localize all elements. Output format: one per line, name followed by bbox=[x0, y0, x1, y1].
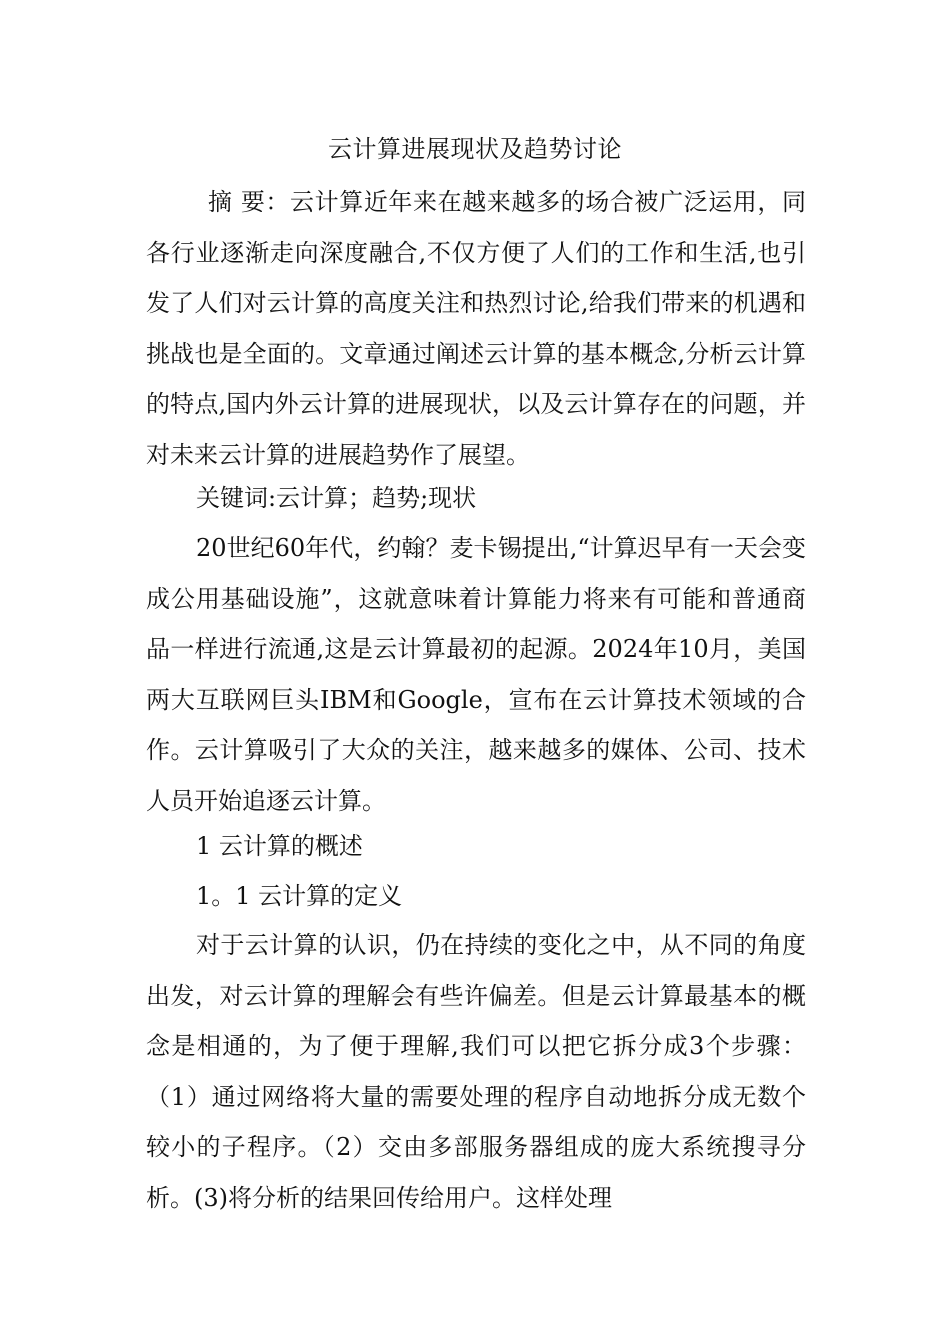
abstract-paragraph: 摘 要：云计算近年来在越来越多的场合被广泛运用，同各行业逐渐走向深度融合,不仅方便了人们的工作和生活,也引发了人们对云计算的高度关注和热烈讨论,给我们带来的机遇和挑战也是全面的。文章通过阐述云计算的基本概念,分析云计算的特点,国内外云计算的进展现状，以及云计算存在的问题，并对未来云计算的进展趋势作了展望。 bbox=[146, 188, 806, 469]
keywords-line: 关键词:云计算；趋势;现状 bbox=[196, 484, 477, 512]
document-title: 云计算进展现状及趋势讨论 bbox=[328, 135, 622, 163]
subsection-heading: 1。1 云计算的定义 bbox=[196, 882, 403, 910]
section-heading: 1 云计算的概述 bbox=[196, 832, 363, 860]
definition-paragraph: 对于云计算的认识，仍在持续的变化之中，从不同的角度出发，对云计算的理解会有些许偏差。但是云计算最基本的概念是相通的，为了便于理解,我们可以把它拆分成3个步骤：（1）通过网络将大量的需要处理的程序自动地拆分成无数个较小的子程序。（2）交由多部服务器组成的庞大系统搜寻分析。(3)将分析的结果回传给用户。这样处理 bbox=[146, 931, 806, 1212]
intro-paragraph: 20世纪60年代，约翰？麦卡锡提出,“计算迟早有一天会变成公用基础设施”，这就意味着计算能力将来有可能和普通商品一样进行流通,这是云计算最初的起源。2024年10月，美国两大互联网巨头IBM和Google，宣布在云计算技术领域的合作。云计算吸引了大众的关注，越来越多的媒体、公司、技术人员开始追逐云计算。 bbox=[146, 534, 806, 815]
